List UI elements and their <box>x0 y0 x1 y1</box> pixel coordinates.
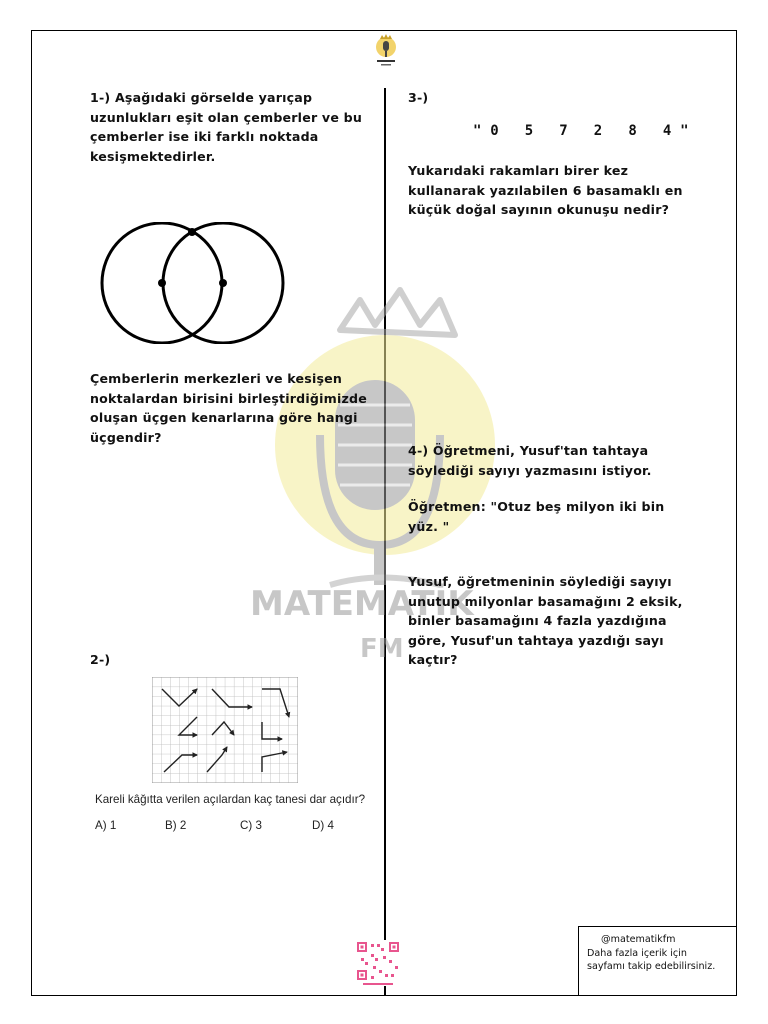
q1-line-3: çemberler ise iki farklı noktada <box>90 129 319 144</box>
q1-question-2: noktalardan birisini birleştirdiğimizde <box>90 390 367 406</box>
q1-line-2: uzunlukları eşit olan çemberler ve bu <box>90 109 363 125</box>
grid-angles-figure <box>152 677 298 783</box>
q1-question-1: Çemberlerin merkezleri ve kesişen <box>90 371 343 386</box>
q2-number: 2-) <box>90 652 111 667</box>
qr-code-icon[interactable] <box>355 940 401 986</box>
q4-teacher <box>408 497 664 536</box>
q4-p1: Yusuf, öğretmeninin söylediği sayıyı <box>408 574 672 589</box>
q2-option-a[interactable]: A) 1 <box>95 819 117 832</box>
q4-intro <box>408 441 652 480</box>
q3-number: 3-) <box>408 90 429 105</box>
q2-question: Kareli kâğıtta verilen açılardan kaç tanesi dar açıdır? <box>95 793 366 806</box>
q3-line-3: küçük doğal sayının okunuşu nedir? <box>408 202 670 217</box>
q3-line-2: kullanarak yazılabilen 6 basamaklı en <box>408 182 683 198</box>
q4-teacher-2: yüz. " <box>408 518 450 534</box>
q4-question <box>408 572 683 670</box>
q3-question <box>408 161 683 220</box>
q3-digits: " 0 5 7 2 8 4 " <box>473 123 689 139</box>
q1-question-3: oluşan üçgen kenarlarına göre hangi <box>90 410 358 425</box>
logo-icon <box>371 33 401 69</box>
q2-option-d[interactable]: D) 4 <box>312 819 334 832</box>
q1-number: 1-) <box>90 90 111 105</box>
q1-question <box>90 369 367 447</box>
footer-handle[interactable]: @matematikfm <box>601 934 676 945</box>
q1-line-1: Aşağıdaki görselde yarıçap <box>114 90 313 105</box>
center-point-left <box>158 279 166 287</box>
q1-intro <box>90 88 362 166</box>
center-point-right <box>219 279 227 287</box>
q4-p5: kaçtır? <box>408 652 458 667</box>
footer-line-2: sayfamı takip edebilirsiniz. <box>587 961 716 972</box>
q2-option-b[interactable]: B) 2 <box>165 819 187 832</box>
q4-line-2: söylediği sayıyı yazmasını istiyor. <box>408 462 652 478</box>
watermark-word-1: MATEMATİK <box>250 584 474 624</box>
intersection-point <box>188 228 196 236</box>
q4-p3: binler basamağını 4 fazla yazdığına <box>408 613 667 628</box>
q4-p2: unutup milyonlar basamağını 2 eksik, <box>408 593 683 609</box>
q4-line-1: 4-) Öğretmeni, Yusuf'tan tahtaya <box>408 443 649 458</box>
footer-line-1: Daha fazla içerik için <box>587 947 687 959</box>
q1-question-4: üçgendir? <box>90 429 162 445</box>
footer-box <box>578 926 737 996</box>
q4-teacher-1: Öğretmen: "Otuz beş milyon iki bin <box>408 499 665 514</box>
q3-line-1: Yukarıdaki rakamları birer kez <box>408 163 629 178</box>
q4-p4: göre, Yusuf'un tahtaya yazdığı sayı <box>408 632 664 648</box>
q1-line-4: kesişmektedirler. <box>90 148 216 164</box>
q2-option-c[interactable]: C) 3 <box>240 819 262 832</box>
intersecting-circles-figure <box>95 222 285 344</box>
watermark-word-2: FM <box>360 634 404 664</box>
